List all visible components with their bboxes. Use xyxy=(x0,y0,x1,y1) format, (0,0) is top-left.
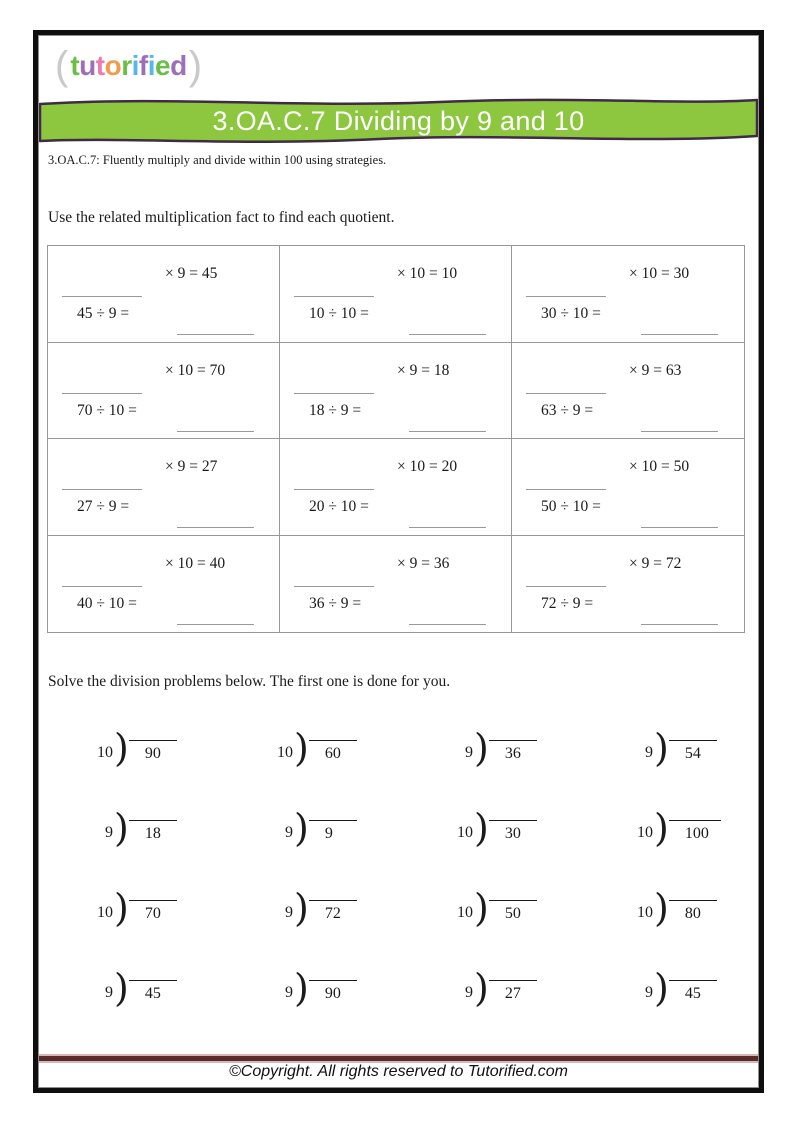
logo-letter: i xyxy=(147,50,155,81)
tutorified-logo xyxy=(53,40,204,92)
division-expression: 70 ÷ 10 = xyxy=(77,401,137,419)
division-bracket-icon: ) xyxy=(114,726,129,770)
quotient-answer-blank xyxy=(409,624,486,625)
quotient-answer-blank xyxy=(409,334,486,335)
multiplication-fact: × 10 = 40 xyxy=(165,554,226,572)
division-expression: 45 ÷ 9 = xyxy=(77,305,130,322)
fact-table xyxy=(47,245,745,633)
division-dividend: 72 xyxy=(309,900,357,923)
division-divisor: 9 xyxy=(105,824,113,841)
division-problem xyxy=(447,958,627,1038)
section1-instruction: Use the related multiplication fact to find each quotient. xyxy=(48,209,395,226)
division-divisor: 10 xyxy=(457,824,473,841)
missing-factor-blank xyxy=(62,393,142,394)
division-bracket-icon: ) xyxy=(474,726,489,770)
missing-factor-blank xyxy=(62,489,142,490)
division-dividend: 30 xyxy=(489,820,537,843)
division-problem xyxy=(87,798,267,878)
standard-description: 3.OA.C.7: Fluently multiply and divide within 100 using strategies. xyxy=(48,153,387,167)
division-expression: 72 ÷ 9 = xyxy=(541,594,594,612)
division-divisor: 10 xyxy=(457,904,473,921)
division-problem xyxy=(627,958,759,1038)
fact-cell xyxy=(48,343,280,440)
multiplication-fact: × 10 = 30 xyxy=(629,265,690,282)
quotient-answer-blank xyxy=(409,527,486,528)
logo-word xyxy=(70,50,186,82)
fact-cell xyxy=(512,246,744,343)
fact-cell xyxy=(48,536,280,633)
division-divisor: 10 xyxy=(637,904,653,921)
division-expression: 18 ÷ 9 = xyxy=(309,401,362,419)
division-divisor: 10 xyxy=(277,744,293,761)
division-divisor: 9 xyxy=(285,984,293,1001)
division-problem xyxy=(627,718,759,798)
fact-cell xyxy=(280,343,512,440)
division-dividend: 45 xyxy=(129,980,177,1003)
logo-letter: u xyxy=(79,50,96,81)
division-divisor: 9 xyxy=(285,904,293,921)
quotient-answer-blank xyxy=(641,527,718,528)
missing-factor-blank xyxy=(294,296,374,297)
logo-letter: d xyxy=(170,50,187,81)
division-bracket-icon: ) xyxy=(114,966,129,1010)
multiplication-fact: × 9 = 27 xyxy=(165,458,218,475)
fact-cell xyxy=(280,246,512,343)
division-expression: 10 ÷ 10 = xyxy=(309,305,369,322)
quotient-answer-blank xyxy=(177,431,254,432)
division-bracket-icon: ) xyxy=(654,966,669,1010)
division-dividend: 45 xyxy=(669,980,717,1003)
logo-letter: i xyxy=(131,50,139,81)
fact-cell xyxy=(512,536,744,633)
multiplication-fact: × 9 = 18 xyxy=(397,361,450,379)
division-problem xyxy=(267,798,447,878)
division-divisor: 9 xyxy=(645,744,653,761)
division-dividend: 100 xyxy=(669,820,721,843)
division-divisor: 10 xyxy=(97,904,113,921)
logo-bracket-right: ) xyxy=(188,44,203,88)
division-bracket-icon: ) xyxy=(294,806,309,850)
division-bracket-icon: ) xyxy=(294,886,309,930)
multiplication-fact: × 10 = 70 xyxy=(165,361,226,379)
division-divisor: 9 xyxy=(465,744,473,761)
division-bracket-icon: ) xyxy=(474,886,489,930)
fact-cell xyxy=(512,343,744,440)
division-dividend: 54 xyxy=(669,740,717,763)
missing-factor-blank xyxy=(526,489,606,490)
logo-letter: f xyxy=(138,50,148,81)
fact-cell xyxy=(280,439,512,536)
multiplication-fact: × 9 = 72 xyxy=(629,554,682,572)
division-problem xyxy=(267,878,447,958)
multiplication-fact: × 10 = 10 xyxy=(397,265,458,282)
division-bracket-icon: ) xyxy=(474,966,489,1010)
missing-factor-blank xyxy=(294,586,374,587)
missing-factor-blank xyxy=(526,586,606,587)
missing-factor-blank xyxy=(294,393,374,394)
logo-letter: t xyxy=(70,50,80,81)
fact-cell xyxy=(280,536,512,633)
logo-letter: r xyxy=(121,50,132,81)
division-bracket-icon: ) xyxy=(474,806,489,850)
missing-factor-blank xyxy=(62,296,142,297)
division-problem xyxy=(87,878,267,958)
division-problem xyxy=(87,718,267,798)
worksheet-page-inner xyxy=(38,35,759,1088)
division-dividend: 50 xyxy=(489,900,537,923)
multiplication-fact: × 9 = 63 xyxy=(629,361,682,379)
logo-letter: e xyxy=(155,50,171,81)
division-dividend: 60 xyxy=(309,740,357,763)
division-problem xyxy=(447,878,627,958)
division-expression: 50 ÷ 10 = xyxy=(541,498,601,515)
division-divisor: 9 xyxy=(645,984,653,1001)
footer-divider-bar xyxy=(39,1054,758,1063)
missing-factor-blank xyxy=(62,586,142,587)
division-grid xyxy=(87,718,759,1038)
missing-factor-blank xyxy=(526,296,606,297)
division-dividend: 18 xyxy=(129,820,177,843)
division-dividend: 36 xyxy=(489,740,537,763)
division-problem xyxy=(267,718,447,798)
division-dividend: 90 xyxy=(309,980,357,1003)
banner-title: 3.OA.C.7 Dividing by 9 and 10 xyxy=(212,106,585,136)
division-expression: 40 ÷ 10 = xyxy=(77,594,137,612)
quotient-answer-blank xyxy=(177,527,254,528)
division-divisor: 9 xyxy=(285,824,293,841)
quotient-answer-blank xyxy=(641,334,718,335)
quotient-answer-blank xyxy=(641,431,718,432)
multiplication-fact: × 9 = 45 xyxy=(165,265,218,282)
quotient-answer-blank xyxy=(641,624,718,625)
division-divisor: 10 xyxy=(637,824,653,841)
division-expression: 36 ÷ 9 = xyxy=(309,594,362,612)
division-bracket-icon: ) xyxy=(654,806,669,850)
multiplication-fact: × 9 = 36 xyxy=(397,554,450,572)
division-problem xyxy=(267,958,447,1038)
division-bracket-icon: ) xyxy=(294,726,309,770)
missing-factor-blank xyxy=(526,393,606,394)
division-dividend: 70 xyxy=(129,900,177,923)
logo-bracket-left: ( xyxy=(55,44,69,88)
title-banner xyxy=(39,92,758,150)
division-expression: 27 ÷ 9 = xyxy=(77,498,130,515)
division-bracket-icon: ) xyxy=(294,966,309,1010)
logo-letter: o xyxy=(104,50,122,81)
division-problem xyxy=(87,958,267,1038)
footer-copyright: ©Copyright. All rights reserved to Tutorified.com xyxy=(228,1063,569,1080)
division-bracket-icon: ) xyxy=(654,726,669,770)
multiplication-fact: × 10 = 20 xyxy=(397,458,458,475)
division-problem xyxy=(627,878,759,958)
division-bracket-icon: ) xyxy=(114,886,129,930)
division-dividend: 9 xyxy=(309,820,357,843)
division-problem xyxy=(627,798,759,878)
division-dividend: 27 xyxy=(489,980,537,1003)
division-bracket-icon: ) xyxy=(114,806,129,850)
division-problem xyxy=(447,718,627,798)
division-bracket-icon: ) xyxy=(654,886,669,930)
division-dividend: 90 xyxy=(129,740,177,763)
quotient-answer-blank xyxy=(409,431,486,432)
division-divisor: 10 xyxy=(97,744,113,761)
division-divisor: 9 xyxy=(465,984,473,1001)
division-expression: 63 ÷ 9 = xyxy=(541,401,594,419)
quotient-answer-blank xyxy=(177,624,254,625)
division-divisor: 9 xyxy=(105,984,113,1001)
section2-instruction: Solve the division problems below. The first one is done for you. xyxy=(48,673,451,690)
fact-cell xyxy=(48,246,280,343)
multiplication-fact: × 10 = 50 xyxy=(629,458,690,475)
fact-cell xyxy=(48,439,280,536)
missing-factor-blank xyxy=(294,489,374,490)
quotient-answer-blank xyxy=(177,334,254,335)
logo-letter: t xyxy=(95,50,105,81)
fact-cell xyxy=(512,439,744,536)
division-expression: 20 ÷ 10 = xyxy=(309,498,369,515)
worksheet-page xyxy=(33,30,764,1093)
division-expression: 30 ÷ 10 = xyxy=(541,305,601,322)
division-dividend: 80 xyxy=(669,900,717,923)
division-problem xyxy=(447,798,627,878)
